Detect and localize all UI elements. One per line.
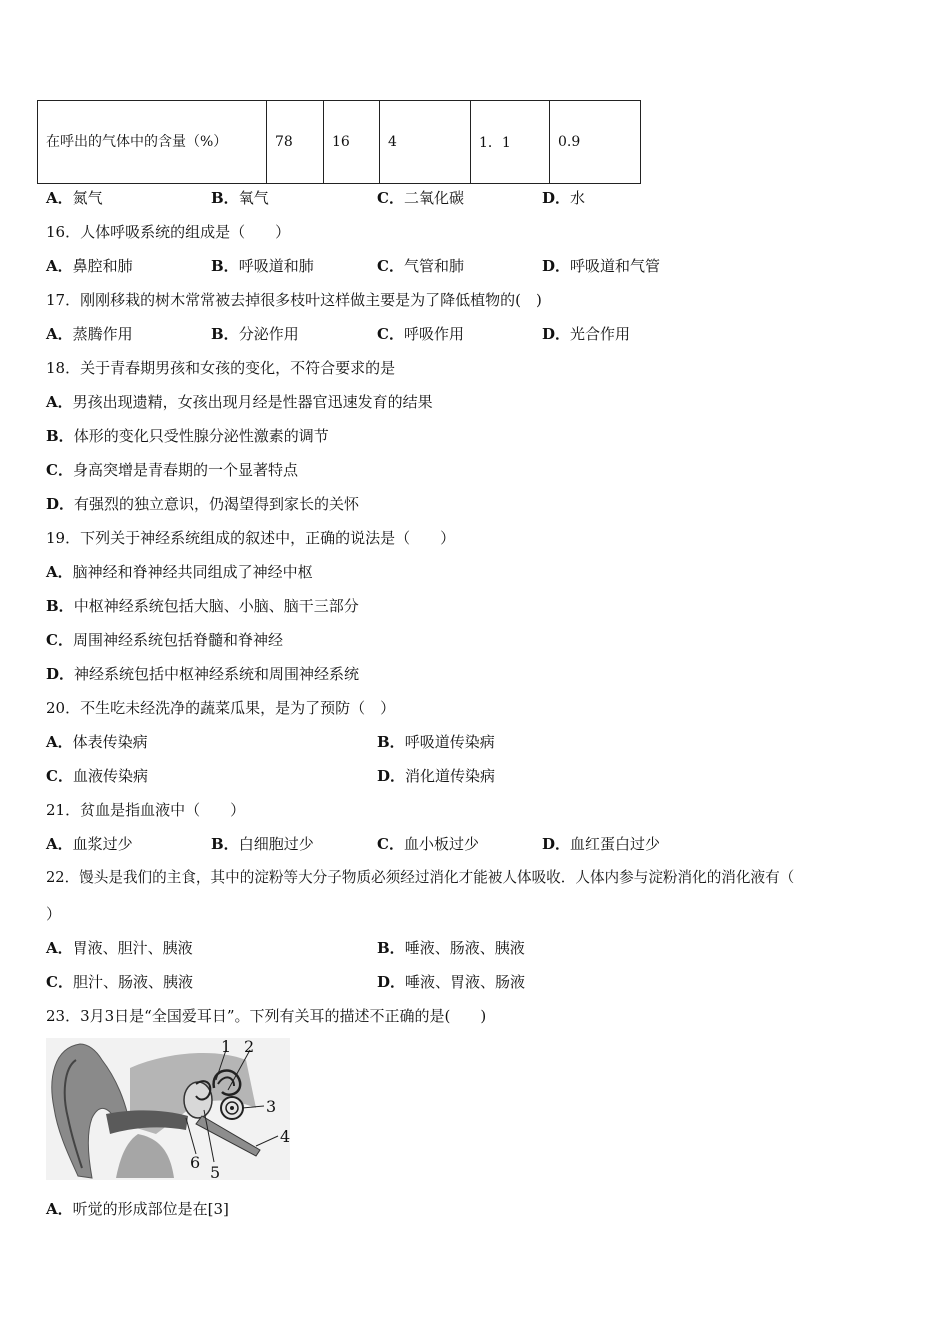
- gas-composition-table: [37, 100, 641, 184]
- ear-label-4: 4: [280, 1127, 290, 1146]
- q21-stem: 21．贫血是指血液中（ ）: [46, 801, 246, 819]
- q20-stem: 20．不生吃未经洗净的蔬菜瓜果，是为了预防（ ）: [46, 699, 396, 717]
- q22-option-d[interactable]: D．唾液、胃液、肠液: [377, 973, 526, 991]
- q16-option-b[interactable]: B．呼吸道和肺: [211, 257, 314, 275]
- q20-option-d[interactable]: D．消化道传染病: [377, 767, 496, 785]
- q19-option-c[interactable]: C．周围神经系统包括脊髓和脊神经: [46, 631, 283, 649]
- q23-stem: 23．3月3日是“全国爱耳日”。下列有关耳的描述不正确的是( ): [46, 1007, 487, 1025]
- ear-label-6: 6: [190, 1153, 201, 1172]
- q18-option-b[interactable]: B．体形的变化只受性腺分泌性激素的调节: [46, 427, 329, 445]
- q21-option-b[interactable]: B．白细胞过少: [211, 835, 314, 853]
- q18-option-a[interactable]: A．男孩出现遗精，女孩出现月经是性器官迅速发育的结果: [46, 393, 433, 411]
- q18-stem: 18．关于青春期男孩和女孩的变化，不符合要求的是: [46, 359, 396, 377]
- q17-option-b[interactable]: B．分泌作用: [211, 325, 299, 343]
- q15-option-c[interactable]: C．二氧化碳: [377, 189, 464, 207]
- ear-label-3: 3: [266, 1097, 277, 1116]
- q16-option-a[interactable]: A．鼻腔和肺: [46, 257, 133, 275]
- q22-option-c[interactable]: C．胆汁、肠液、胰液: [46, 973, 193, 991]
- q17-option-c[interactable]: C．呼吸作用: [377, 325, 464, 343]
- q20-option-c[interactable]: C．血液传染病: [46, 767, 148, 785]
- q17-stem: 17．刚刚移栽的树木常常被去掉很多枝叶这样做主要是为了降低植物的( ): [46, 291, 542, 309]
- q21-option-a[interactable]: A．血浆过少: [46, 835, 133, 853]
- q21-option-d[interactable]: D．血红蛋白过少: [542, 835, 661, 853]
- ear-diagram: [46, 1038, 290, 1180]
- q15-option-a[interactable]: A．氮气: [46, 189, 103, 207]
- q20-option-a[interactable]: A．体表传染病: [46, 733, 148, 751]
- q16-option-c[interactable]: C．气管和肺: [377, 257, 464, 275]
- ear-label-5: 5: [210, 1163, 221, 1180]
- q22-stem-line2: ）: [46, 905, 62, 923]
- q21-option-c[interactable]: C．血小板过少: [377, 835, 479, 853]
- q22-option-a[interactable]: A．胃液、胆汁、胰液: [46, 939, 193, 957]
- table-row: [38, 101, 641, 184]
- q19-option-d[interactable]: D．神经系统包括中枢神经系统和周围神经系统: [46, 665, 360, 683]
- ear-label-2: 2: [244, 1038, 255, 1056]
- value-other: 0.9: [550, 101, 641, 184]
- q19-stem: 19．下列关于神经系统组成的叙述中，正确的说法是（ ）: [46, 529, 456, 547]
- q23-option-a[interactable]: A．听觉的形成部位是在[3]: [46, 1200, 229, 1218]
- q22-stem-line1: 22．馒头是我们的主食，其中的淀粉等大分子物质必须经过消化才能被人体吸收．人体内参与淀粉消化的消化液有（: [46, 869, 795, 886]
- q16-option-d[interactable]: D．呼吸道和气管: [542, 257, 661, 275]
- q20-option-b[interactable]: B．呼吸道传染病: [377, 733, 495, 751]
- q16-stem: 16．人体呼吸系统的组成是（ ）: [46, 223, 291, 241]
- ear-label-1: 1: [221, 1038, 232, 1056]
- q15-option-d[interactable]: D．水: [542, 189, 586, 207]
- q15-option-b[interactable]: B．氧气: [211, 189, 269, 207]
- value-oxygen: 16: [324, 101, 380, 184]
- value-water: 1．1: [471, 101, 550, 184]
- value-nitrogen: 78: [267, 101, 324, 184]
- q18-option-d[interactable]: D．有强烈的独立意识，仍渴望得到家长的关怀: [46, 495, 360, 513]
- q17-option-a[interactable]: A．蒸腾作用: [46, 325, 133, 343]
- value-co2: 4: [380, 101, 471, 184]
- q19-option-a[interactable]: A．脑神经和脊神经共同组成了神经中枢: [46, 563, 313, 581]
- q17-option-d[interactable]: D．光合作用: [542, 325, 631, 343]
- q19-option-b[interactable]: B．中枢神经系统包括大脑、小脑、脑干三部分: [46, 597, 359, 615]
- q18-option-c[interactable]: C．身高突增是青春期的一个显著特点: [46, 461, 298, 479]
- q22-option-b[interactable]: B．唾液、肠液、胰液: [377, 939, 525, 957]
- row-label: 在呼出的气体中的含量（%）: [38, 101, 267, 184]
